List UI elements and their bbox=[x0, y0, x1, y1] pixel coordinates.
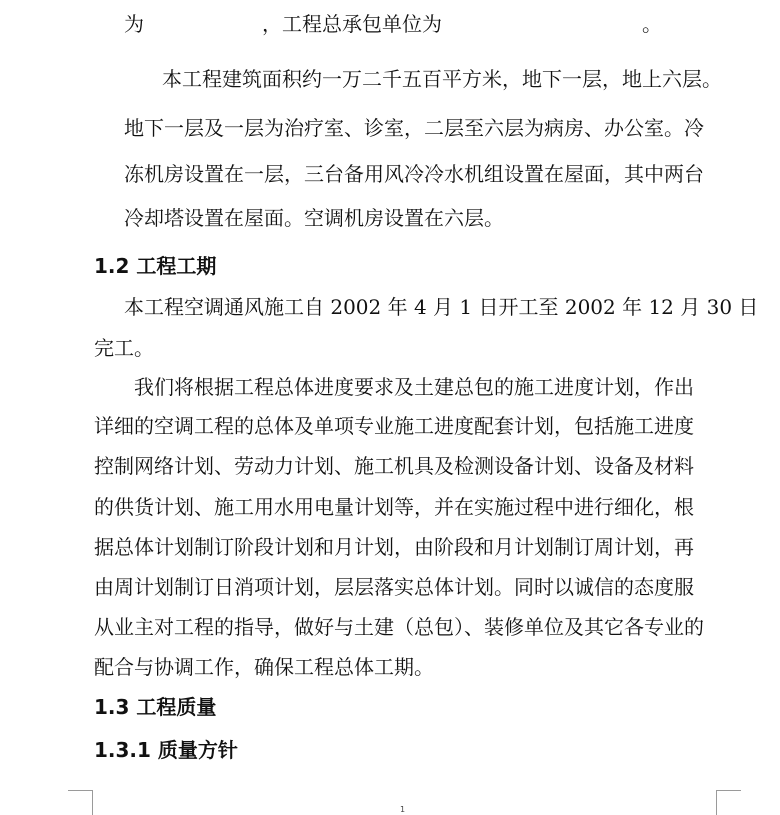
para2-line-2: 完工。 bbox=[94, 336, 154, 360]
top-line-part3: 。 bbox=[642, 12, 662, 36]
para3-line-1: 我们将根据工程总体进度要求及土建总包的施工进度计划，作出 bbox=[134, 375, 694, 399]
para3-line-6: 由周计划制订日消项计划，层层落实总体计划。同时以诚信的态度服 bbox=[94, 575, 694, 599]
top-line-part1: 为 bbox=[124, 12, 144, 36]
para3-line-4: 的供货计划、施工用水用电量计划等，并在实施过程中进行细化，根 bbox=[94, 495, 694, 519]
corner-mark-right-top bbox=[716, 790, 741, 791]
heading-1-3: 1.3 工程质量 bbox=[94, 695, 217, 719]
page-number: 1 bbox=[400, 805, 406, 814]
para3-line-8: 配合与协调工作，确保工程总体工期。 bbox=[94, 655, 434, 679]
para3-line-2: 详细的空调工程的总体及单项专业施工进度配套计划，包括施工进度 bbox=[94, 414, 694, 438]
corner-mark-left-top bbox=[68, 790, 93, 791]
para1-line-3: 冻机房设置在一层，三台备用风冷冷水机组设置在屋面，其中两台 bbox=[124, 162, 704, 186]
heading-1-3-1: 1.3.1 质量方针 bbox=[94, 738, 238, 762]
heading-1-2: 1.2 工程工期 bbox=[94, 254, 217, 278]
para2-line-1: 本工程空调通风施工自 2002 年 4 月 1 日开工至 2002 年 12 月 30 日 bbox=[124, 295, 759, 319]
top-line-part2: ，工程总承包单位为 bbox=[262, 12, 442, 36]
top-line bbox=[124, 12, 662, 36]
para3-line-5: 据总体计划制订阶段计划和月计划，由阶段和月计划制订周计划，再 bbox=[94, 535, 694, 559]
corner-mark-left bbox=[68, 790, 93, 815]
corner-mark-right bbox=[716, 790, 741, 815]
para3-line-7: 从业主对工程的指导，做好与土建（总包）、装修单位及其它各专业的 bbox=[94, 615, 704, 639]
para1-line-2: 地下一层及一层为治疗室、诊室，二层至六层为病房、办公室。冷 bbox=[124, 116, 704, 140]
para1-line-1: 本工程建筑面积约一万二千五百平方米，地下一层，地上六层。 bbox=[162, 67, 722, 91]
para1-line-4: 冷却塔设置在屋面。空调机房设置在六层。 bbox=[124, 206, 504, 230]
para3-line-3: 控制网络计划、劳动力计划、施工机具及检测设备计划、设备及材料 bbox=[94, 454, 694, 478]
